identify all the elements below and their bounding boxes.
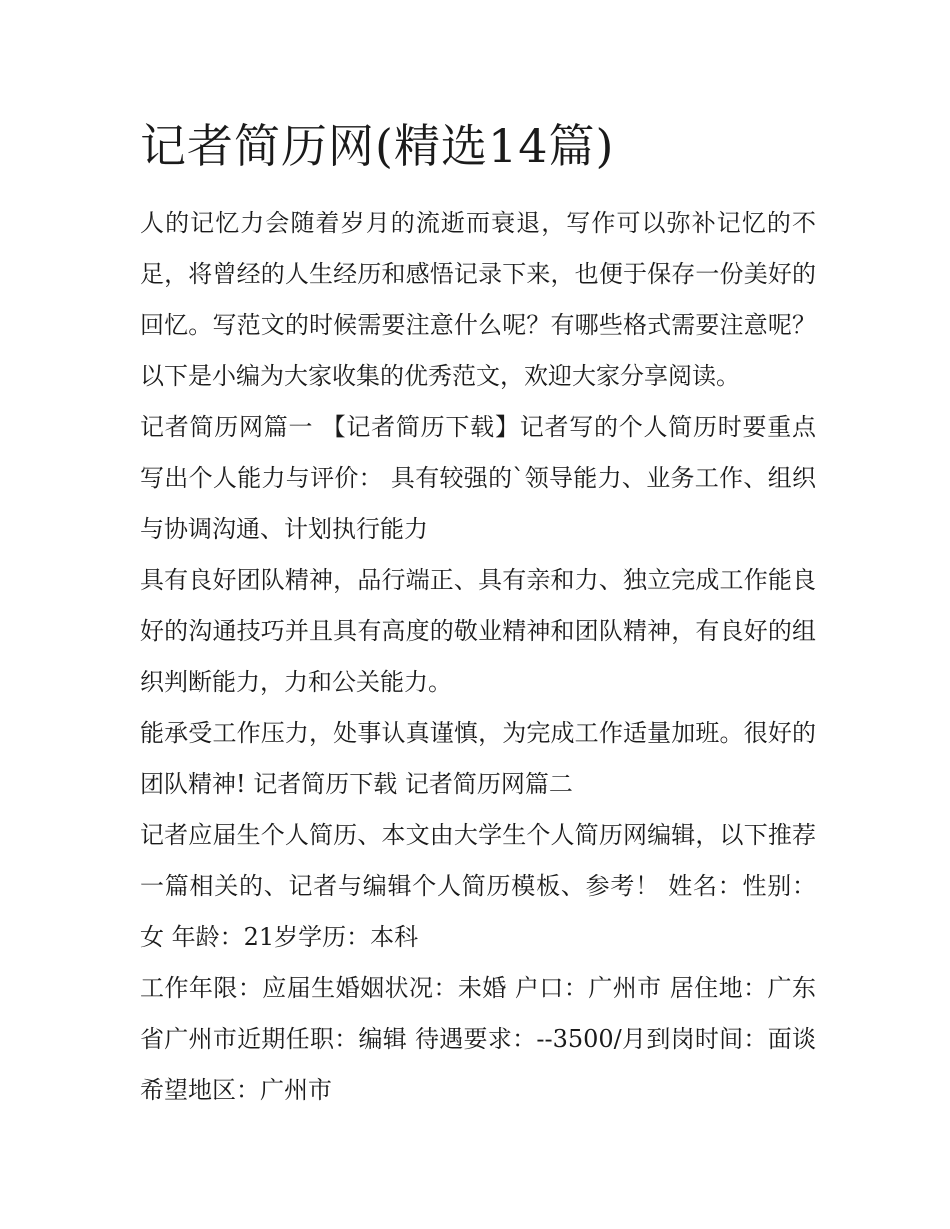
paragraph-intro: 人的记忆力会随着岁月的流逝而衰退，写作可以弥补记忆的不足，将曾经的人生经历和感悟记录下来，也便于保存一份美好的回忆。写范文的时候需要注意什么呢？有哪些格式需要注意呢？以下是小编为大家收集的优秀范文，欢迎大家分享阅读。	[140, 209, 816, 390]
document-title: 记者简历网(精选14篇)	[140, 119, 615, 173]
paragraph-resume-two: 记者应届生个人简历、本文由大学生个人简历网编辑，以下推荐一篇相关的、记者与编辑个人简历模板、参考！ 姓名：性别：女 年龄：21岁学历：本科	[140, 821, 816, 951]
document-body	[140, 198, 816, 1116]
paragraph-team-spirit: 具有良好团队精神，品行端正、具有亲和力、独立完成工作能良好的沟通技巧并且具有高度的敬业精神和团队精神，有良好的组织判断能力，力和公关能力。	[140, 566, 816, 696]
paragraph-work-details: 工作年限：应届生婚姻状况：未婚 户口：广州市 居住地：广东省广州市近期任职：编辑 待遇要求：--3500/月到岗时间：面谈 希望地区：广州市	[140, 974, 816, 1104]
paragraph-work-pressure: 能承受工作压力，处事认真谨慎，为完成工作适量加班。很好的团队精神! 记者简历下载 记者简历网篇二	[140, 719, 816, 798]
paragraph-resume-one: 记者简历网篇一 【记者简历下载】记者写的个人简历时要重点写出个人能力与评价： 具有较强的`领导能力、业务工作、组织与协调沟通、计划执行能力	[140, 413, 816, 543]
